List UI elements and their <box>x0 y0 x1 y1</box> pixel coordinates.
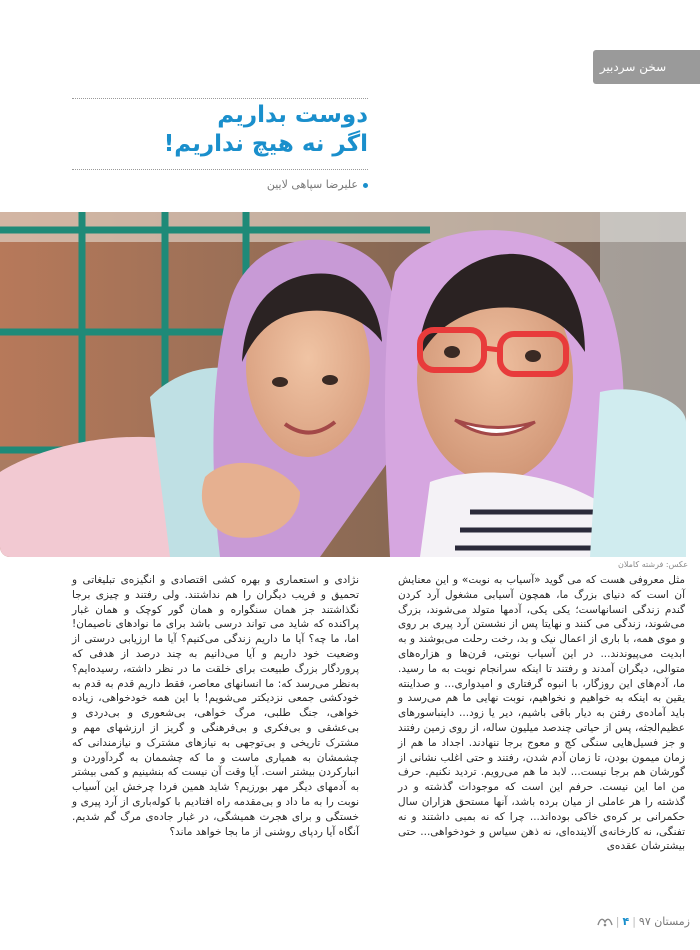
author-name: علیرضا سپاهی لایین <box>266 178 358 191</box>
feature-photo <box>0 212 686 557</box>
headline-top-rule <box>72 98 368 99</box>
body-column-left: نژادی و استعماری و بهره کشی اقتصادی و انگیزه‌ی تبلیغاتی و تحمیق و فریب دیگران را هم نداشتند. ولی رفتند و چیزی برجا نگذاشتند جز همان سنگواره و همان گور کوچک و همان غبار پراکنده که شاید می تواند درسی باشد برای ما نوادهای ناصیمان! اما، ما چه؟ آیا ما داریم زندگی می‌کنیم؟ آیا ما ارزیابی درستی از وضعیت خود داریم و آیا می‌دانیم به چند درصد از هدفی که پروردگار بزرگ طبیعت برای خلقت ما در نظر داشته، رسیده‌ایم؟ به‌نظر می‌رسد که: ما انسانهای معاصر، فقط داریم قدم به قدم به خودکشی جمعی نزدیکتر می‌شویم! با این همه خودخواهی، زیاده خواهی، جنگ طلبی، مرگ خواهی، بی‌شعوری و بی‌دردی و بی‌عشقی و بی‌فکری و بی‌فرهنگی و گریز از ارزشهای مهم و مشترک تاریخی و بی‌توجهی به نیازهای مشترک و نیازمندانی که چشمشان به همیاری ماست و ما که چشممان به گردآوردن و انبارکردن بیشتر است. آیا وقت آن نیست که بنشینیم و کمی بیشتر به آدمهای دیگر مهر بورزیم؟ شاید همین فردا چرخش این آسیاب نوبت را به ما داد و بی‌مقدمه راه افتادیم با کوله‌باری از آرد پیری و خستگی و برای هجرت همیشگی، در غبار جاده‌ی مرگ گم شدیم. آنگاه آیا ردپای روشنی از ما بجا خواهد ماند؟ <box>72 574 359 838</box>
author-byline <box>72 178 368 191</box>
folio-season: زمستان ۹۷ <box>638 915 690 928</box>
photo-caption: عکس: فرشته کاملان <box>618 560 688 569</box>
headline-line-1: دوست بداریم <box>217 102 368 128</box>
folio-separator-2: | <box>615 915 620 928</box>
page-number: ۴ <box>622 915 630 928</box>
page-folio <box>565 915 690 928</box>
section-label: سخن سردبیر <box>599 60 667 74</box>
photo-two-girls-embracing <box>0 212 686 557</box>
folio-separator: | <box>632 915 636 928</box>
headline <box>72 101 368 159</box>
bullet-icon <box>363 183 368 188</box>
magazine-logo-icon <box>597 916 613 928</box>
headline-bottom-rule <box>72 169 368 170</box>
headline-line-2: اگر نه هیچ نداریم! <box>163 131 368 157</box>
body-column-right: مثل معروفی هست که می گوید «آسیاب به نوبت» و این معنایش آن است که دنیای بزرگ ما، همچون آسیابی مشغول آرد کردن گندم زندگی انسانهاست؛ یکی یکی، آدمها متولد می‌شوند، بزرگ می‌شوند، زندگی می کنند و نهایتا پس از نشستن آرد پیری بر روی و موی همه، با باری از اعمال نیک و بد، رخت رحلت می‌بوشند و به ابدیت می‌پیوندند... در این آسیاب نوبتی، قرن‌ها و هزاره‌های متوالی، دیگران آمدند و رفتند تا اینکه سرانجام نوبت به ما رسید. ما، آدم‌های این روزگار، با انبوه گرفتاری و امیدواری... و صداینته یقین به اینکه به خواهیم و نخواهیم، نوبت نهایی ما هم می‌رسد و باید آماده‌ی رفتن به دیار باقی باشیم، دیر یا زود... داینباسورهای عظیم‌الجثه، پس از حیاتی چندصد میلیون ساله، از روی زمین رفتند و جز فسیل‌هایی سنگی کج و معوج برجا ننهادند. اجداد ما هم از زمان میمون بودن، تا زمان آدم شدن، رفتند و حتی اغلب نشانی از گورشان هم برجا نیست... لابد ما هم می‌رویم. تردید نکنیم. حرف من اما این نیست. حرفم این است که موجودات گذشته و در گذشته را هر عاملی از میان برده باشد، آنها مستحق هزاران سال حکمرانی بر کره‌ی خاکی بوده‌اند... چرا که نه بمبی داشتند و نه تفنگی، نه کارخانه‌ی آلاینده‌ای، نه ذهن سیاس و خودخواهی... حتی بیشترشان عقده‌ی <box>398 574 685 853</box>
